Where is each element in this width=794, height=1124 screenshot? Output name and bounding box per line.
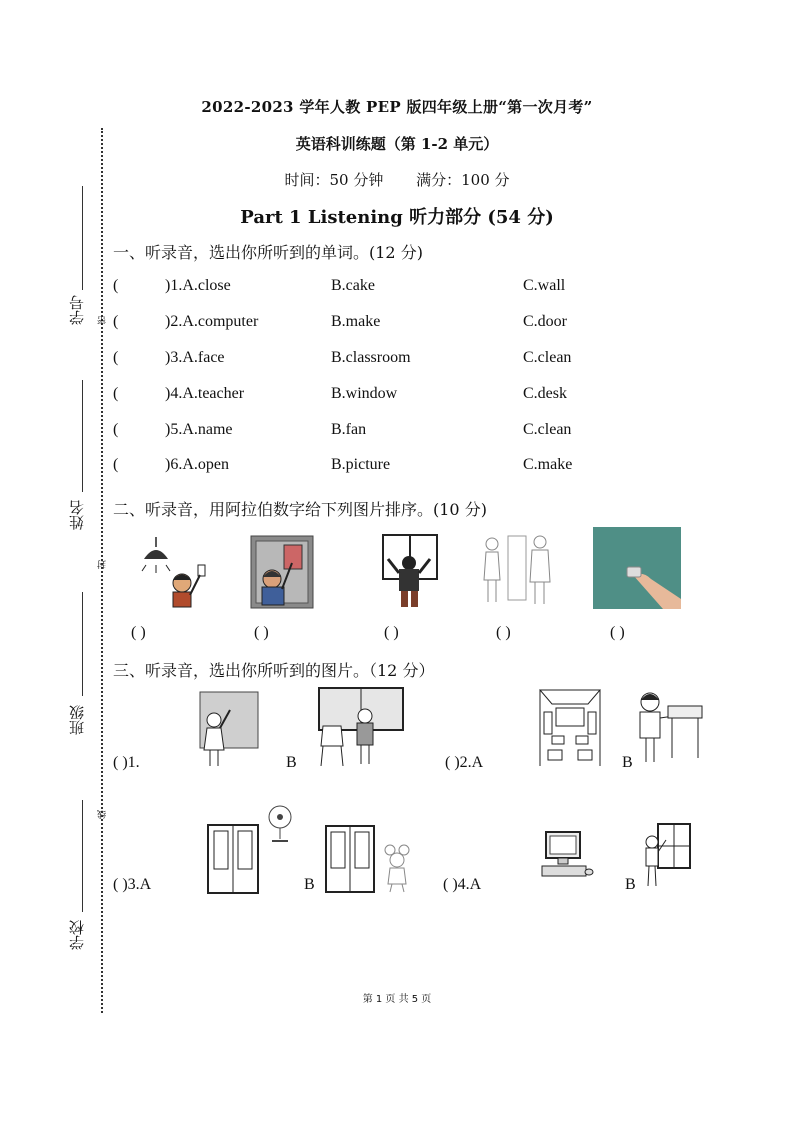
answer-blank: (	[113, 456, 119, 473]
girl-board-picture	[192, 690, 260, 768]
answer-blank: ( )	[131, 624, 146, 641]
window-mouse-picture	[324, 824, 420, 894]
section2-title: 二、听录音，用阿拉伯数字给下列图片排序。(10 分)	[113, 500, 487, 519]
school-label: 学校	[68, 920, 86, 950]
exam-info	[0, 169, 794, 190]
window-chair-picture	[315, 686, 405, 768]
door-people-picture	[478, 530, 558, 608]
part1-title: Part 1 Listening 听力部分 (54 分)	[240, 207, 554, 228]
time-label: 时间：50 分钟	[284, 171, 384, 189]
section3-title: 三、听录音，选出你所听到的图片。（12 分）	[113, 661, 435, 680]
option-a: )4.A.teacher	[165, 385, 245, 402]
clean-board-picture	[593, 527, 681, 609]
answer-blank: (	[113, 349, 119, 366]
q4-option-b-label: B	[625, 876, 636, 893]
section1-item	[113, 456, 673, 480]
section1-item	[113, 277, 673, 301]
q2-answer-blank: ( )2.A	[445, 754, 484, 771]
q4-answer-blank: ( )4.A	[443, 876, 482, 893]
answer-blank: ( )	[254, 624, 269, 641]
answer-blank: (	[113, 385, 119, 402]
answer-blank: (	[113, 277, 119, 294]
student-id-label: 学号	[68, 295, 86, 325]
option-a: )5.A.name	[165, 421, 233, 438]
option-b: B.make	[331, 313, 381, 330]
option-c: C.wall	[523, 277, 566, 294]
option-a: )3.A.face	[165, 349, 225, 366]
answer-blank: ( )	[496, 624, 511, 641]
answer-blank: ( )	[384, 624, 399, 641]
option-b: B.classroom	[331, 349, 411, 366]
section1-item	[113, 421, 673, 445]
q1-answer-blank: ( )1.	[113, 754, 140, 771]
section1-title: 一、听录音，选出你所听到的单词。(12 分)	[113, 243, 423, 262]
option-a: )6.A.open	[165, 456, 229, 473]
option-b: B.cake	[331, 277, 375, 294]
q2-option-b-label: B	[622, 754, 633, 771]
name-label: 姓名	[68, 500, 86, 530]
section1-item	[113, 313, 673, 337]
page-title: 2022-2023 学年人教 PEP 版四年级上册“第一次月考”	[201, 98, 593, 116]
open-window-picture	[380, 533, 440, 609]
window-fan-picture	[206, 803, 296, 895]
option-a: )1.A.close	[165, 277, 231, 294]
section1-item	[113, 385, 673, 409]
option-c: C.door	[523, 313, 567, 330]
class-label: 班级	[68, 705, 86, 735]
answer-blank: ( )	[610, 624, 625, 641]
seal-mark-feng: 封	[98, 560, 108, 569]
option-b: B.fan	[331, 421, 367, 438]
clean-picture-picture	[250, 535, 314, 609]
answer-blank: (	[113, 421, 119, 438]
page-footer: 第 1 页 共 5 页	[362, 994, 432, 1005]
section1-item	[113, 349, 673, 373]
option-c: C.clean	[523, 421, 572, 438]
q3-option-b-label: B	[304, 876, 315, 893]
boy-window-picture	[640, 822, 692, 888]
page-subtitle: 英语科训练题（第 1-2 单元）	[295, 135, 499, 153]
option-b: B.window	[331, 385, 398, 402]
q1-option-b-label: B	[286, 754, 297, 771]
boy-desk-picture	[634, 688, 706, 766]
student-id-underline	[82, 186, 83, 290]
answer-blank: (	[113, 313, 119, 330]
option-c: C.desk	[523, 385, 567, 402]
name-underline	[82, 380, 83, 492]
option-c: C.clean	[523, 349, 572, 366]
class-underline	[82, 592, 83, 696]
option-a: )2.A.computer	[165, 313, 259, 330]
option-c: C.make	[523, 456, 573, 473]
computer-picture	[538, 830, 594, 882]
light-switch-picture	[138, 535, 214, 609]
binding-dotted-line	[101, 128, 103, 1013]
seal-mark-xian: 线	[98, 810, 108, 819]
q3-answer-blank: ( )3.A	[113, 876, 152, 893]
classroom-picture	[536, 686, 604, 770]
score-label: 满分：100 分	[416, 171, 510, 189]
school-underline	[82, 800, 83, 912]
seal-mark-mi: 密	[98, 316, 108, 325]
option-b: B.picture	[331, 456, 391, 473]
